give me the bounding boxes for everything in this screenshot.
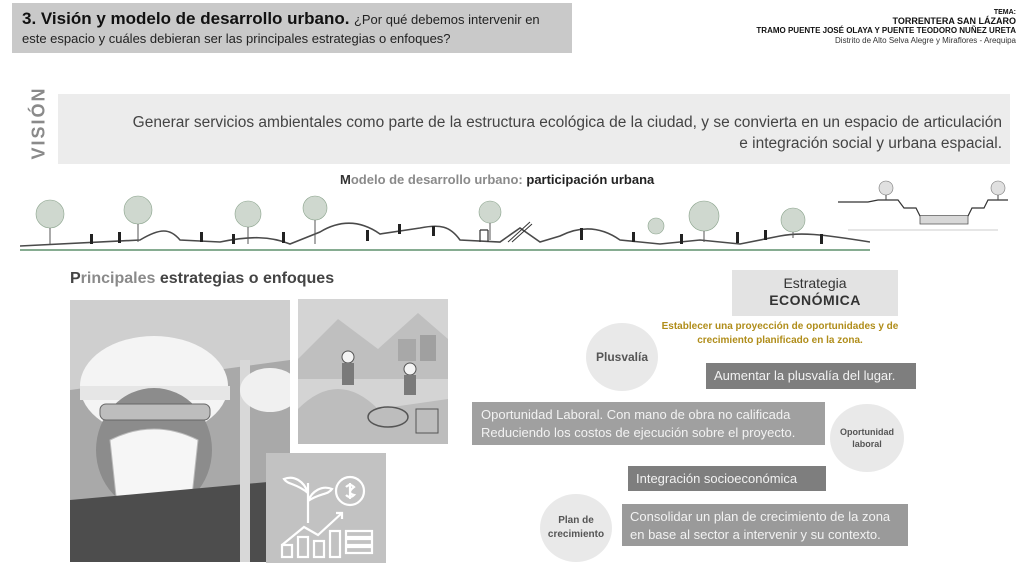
project-header	[756, 9, 1016, 46]
laboral-line-1: Oportunidad Laboral. Con mano de obra no calificada	[481, 407, 791, 422]
distrito-text: Distrito de Alto Selva Alegre y Miraflores - Arequipa	[835, 36, 1016, 45]
tema-name: TORRENTERA SAN LÁZARO	[892, 16, 1016, 26]
plan-crecimiento-circle	[540, 494, 612, 562]
title-bold: 3. Visión y modelo de desarrollo urbano.	[22, 9, 350, 28]
urban-model-illustration	[20, 192, 870, 258]
oportunidad-laboral-box	[472, 402, 825, 445]
worker-photo	[70, 300, 290, 562]
plan-line-2: en base al sector a intervenir y su contexto.	[630, 527, 881, 542]
strategies-title	[70, 270, 334, 288]
plan-crecimiento-box	[622, 504, 908, 546]
construction-illustration	[298, 299, 448, 444]
strategy-goal	[650, 320, 910, 348]
strategy-header	[732, 270, 898, 316]
growth-investment-icon	[266, 453, 386, 563]
goal-line-2: crecimiento planificado en la zona.	[697, 335, 863, 346]
model-highlight: participación urbana	[526, 172, 655, 187]
strategies-mid: rincipales	[80, 270, 160, 287]
vision-label	[24, 86, 52, 160]
tema-label: TEMA:	[993, 9, 1016, 16]
oportunidad-label-2: laboral	[852, 439, 882, 449]
model-title-rest: odelo de desarrollo urbano	[350, 172, 519, 187]
strategy-line-2: ECONÓMICA	[769, 292, 861, 308]
plan-label-1: Plan de	[558, 515, 594, 526]
integracion-box: Integración socioeconómica	[628, 466, 826, 491]
model-colon: :	[518, 172, 527, 187]
plan-label-2: crecimiento	[547, 529, 605, 540]
laboral-line-2: Reduciendo los costos de ejecución sobre el proyecto.	[481, 425, 796, 440]
plan-line-1: Consolidar un plan de crecimiento de la zona	[630, 509, 891, 524]
title-line-1	[22, 9, 564, 29]
tramo-text: TRAMO PUENTE JOSÉ OLAYA Y PUENTE TEODORO NUÑEZ URETA	[756, 26, 1016, 35]
vision-statement	[58, 94, 1010, 164]
goal-line-1: Establecer una proyección de oportunidades y de	[661, 321, 899, 332]
vision-line-1: Generar servicios ambientales como parte de la estructura ecológica de la ciudad, y se convierta en un espacio de articulación	[132, 114, 1002, 131]
vision-line-2: e integración social y urbana espacial.	[739, 135, 1002, 152]
oportunidad-label-1: Oportunidad	[840, 427, 894, 437]
model-first-letter: M	[340, 172, 351, 187]
plusvalia-label: Plusvalía	[595, 350, 649, 364]
oportunidad-laboral-circle	[830, 404, 904, 472]
title-box	[12, 3, 572, 53]
model-title	[340, 172, 654, 187]
vision-label-text: VISIÓN	[28, 86, 49, 160]
cross-section-drawing	[838, 178, 1008, 234]
plusvalia-circle	[586, 323, 658, 391]
strategies-dark: estrategias o enfoques	[159, 270, 335, 287]
title-question-2: este espacio y cuáles debieran ser las principales estrategias o enfoques?	[22, 31, 451, 46]
strategy-line-1: Estrategia	[783, 275, 847, 291]
strategies-first-letter: P	[70, 270, 81, 287]
title-question-1: ¿Por qué debemos intervenir en	[353, 12, 540, 27]
plusvalia-box: Aumentar la plusvalía del lugar.	[706, 363, 916, 389]
